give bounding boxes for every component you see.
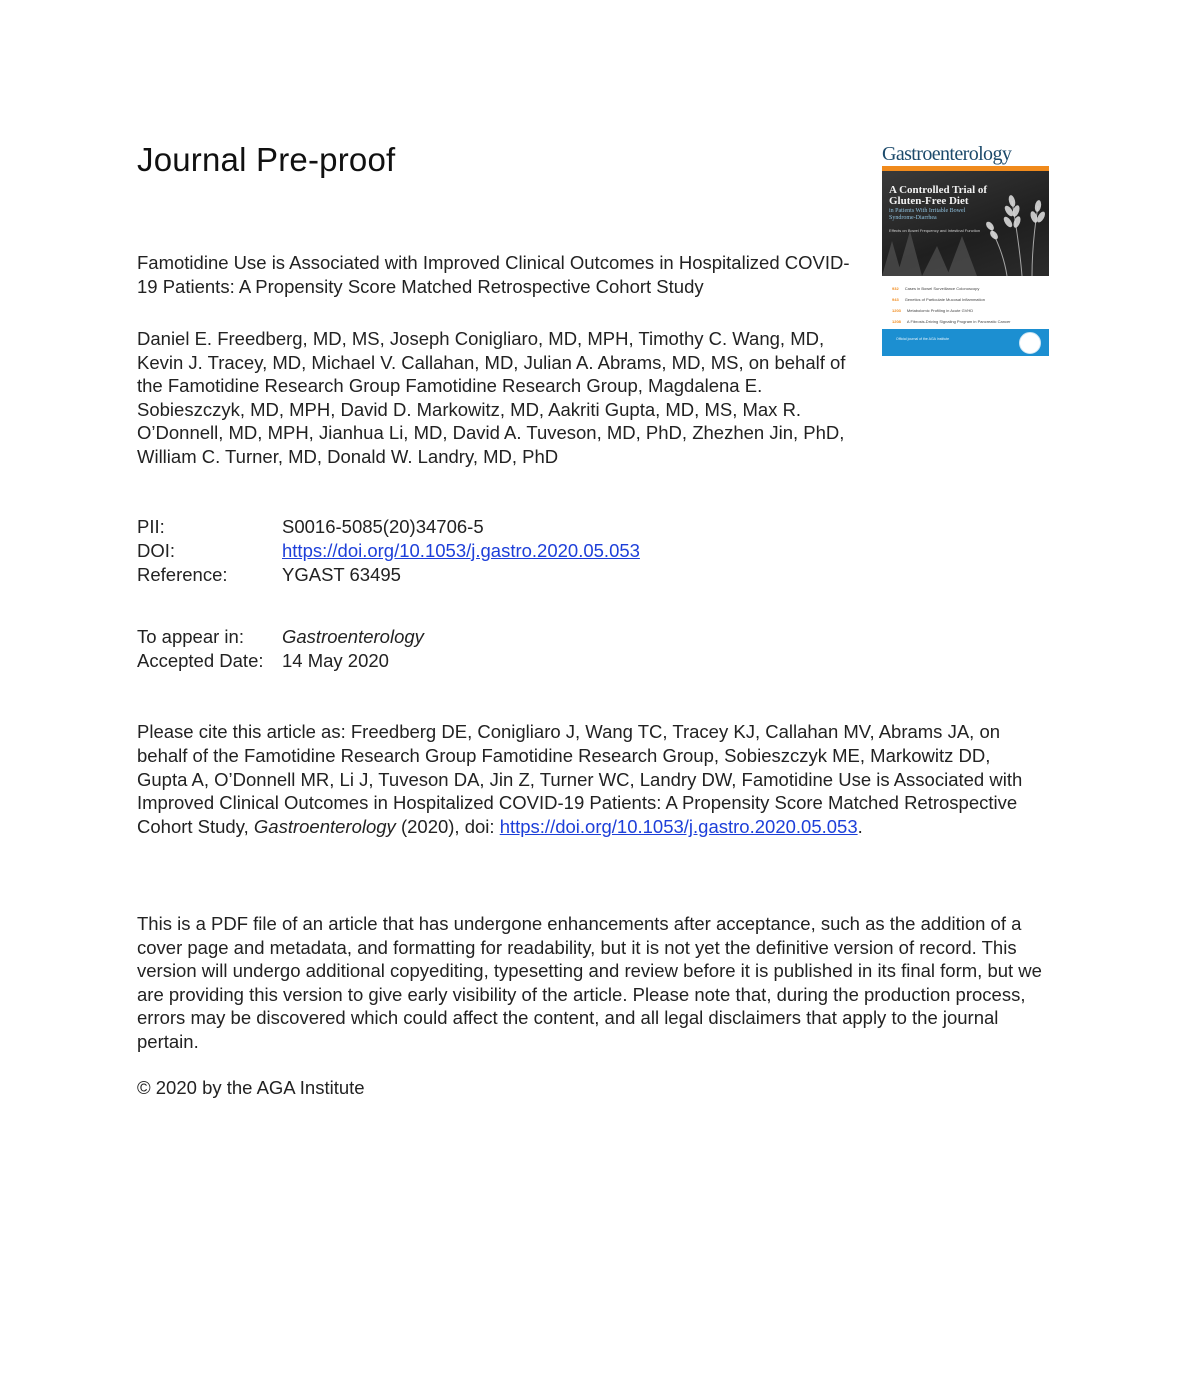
appear-row <box>137 625 424 649</box>
cover-artwork <box>882 171 1049 276</box>
doi-link[interactable]: https://doi.org/10.1053/j.gastro.2020.05.053 <box>282 540 640 561</box>
citation-middle: (2020), doi: <box>395 816 500 838</box>
cover-masthead: Gastroenterology <box>882 143 1012 165</box>
pii-label: PII: <box>137 516 165 537</box>
cover-item: 932 Cases in Bowel Surveillance Colonoscopy <box>892 286 980 291</box>
author-list: Daniel E. Freedberg, MD, MS, Joseph Conigliaro, MD, MPH, Timothy C. Wang, MD, Kevin J. Tracey, MD, Michael V. Callahan, MD, Julian A. Abrams, MD, MS, on behalf of the Famotidine Research Group Famotidine Research Group, Magdalena E. Sobieszczyk, MD, MPH, David D. Markowitz, MD, Aakriti Gupta, MD, MS, Max R. O’Donnell, MD, MPH, Jianhua Li, MD, David A. Tuveson, MD, PhD, Zhezhen Jin, PhD, William C. Turner, MD, Donald W. Landry, MD, PhD <box>137 328 846 467</box>
doi-row <box>137 539 640 563</box>
accepted-date: 14 May 2020 <box>282 650 389 671</box>
pii-row <box>137 515 640 539</box>
pii-value: S0016-5085(20)34706-5 <box>282 516 484 537</box>
reference-row <box>137 563 640 587</box>
journal-name: Gastroenterology <box>282 626 424 647</box>
cover-subhead: in Patients With Irritable Bowel Syndrome-Diarrhea <box>889 208 966 221</box>
reference-label: Reference: <box>137 564 228 585</box>
reference-value: YGAST 63495 <box>282 564 401 585</box>
disclaimer-paragraph: This is a PDF file of an article that has undergone enhancements after acceptance, such as the addition of a cover page and metadata, and formatting for readability, but it is not yet the definitive version of record. This version will undergo additional copyediting, typesetting and review before it is published in its final form, but we are providing this version to give early visibility of the article. Please note that, during the production process, errors may be discovered which could affect the content, and all legal disclaimers that apply to the journal pertain. <box>137 913 1042 1052</box>
cover-item: 1203 Metabolomic Profiling in Acute GVHD <box>892 308 974 313</box>
cover-item: 943 Genetics of Particulate Mucosal Inflammation <box>892 297 985 302</box>
journal-preproof-label: Journal Pre-proof <box>137 141 396 178</box>
cover-contents-list <box>892 283 1042 327</box>
citation-suffix: . <box>857 816 863 838</box>
accepted-label: Accepted Date: <box>137 650 264 671</box>
cover-footer <box>882 329 1049 356</box>
copyright-notice: © 2020 by the AGA Institute <box>137 1077 365 1098</box>
article-title: Famotidine Use is Associated with Improved Clinical Outcomes in Hospitalized COVID-19 Patients: A Propensity Score Matched Retrospective Cohort Study <box>137 252 850 297</box>
doi-label: DOI: <box>137 540 176 561</box>
accepted-row <box>137 649 424 673</box>
article-metadata <box>137 515 640 587</box>
cover-headline: A Controlled Trial of Gluten-Free Diet <box>889 184 988 207</box>
aga-seal-icon <box>1019 332 1041 354</box>
cover-tagline: Effects on Bowel Frequency and Intestinal Function <box>889 228 981 233</box>
citation-journal: Gastroenterology <box>253 816 396 838</box>
citation-text: Please cite this article as: Freedberg DE, Conigliaro J, Wang TC, Tracey KJ, Callahan MV, Abrams JA, on behalf of the Famotidine Research Group Famotidine Research Group, Sobieszczyk ME, Markowitz DD, Gupta A, O’Donnell MR, Li J, Tuveson DA, Jin Z, Turner WC, Landry DW, Famotidine Use is Associated with Improved Clinical Outcomes in Hospitalized COVID-19 Patients: A Propensity Score Matched Retrospective Cohort Study, <box>137 721 1023 838</box>
citation-doi-link[interactable]: https://doi.org/10.1053/j.gastro.2020.05.053 <box>499 816 858 838</box>
appear-label: To appear in: <box>137 626 244 647</box>
cover-item: 1208 A Fibrosis-Driving Signaling Program in Pancreatic Cancer <box>892 319 1011 324</box>
journal-cover-thumbnail <box>882 143 1049 356</box>
publication-info <box>137 625 424 673</box>
cover-footer-text: Official journal of the AGA Institute <box>896 337 950 341</box>
citation-paragraph <box>137 720 1037 839</box>
